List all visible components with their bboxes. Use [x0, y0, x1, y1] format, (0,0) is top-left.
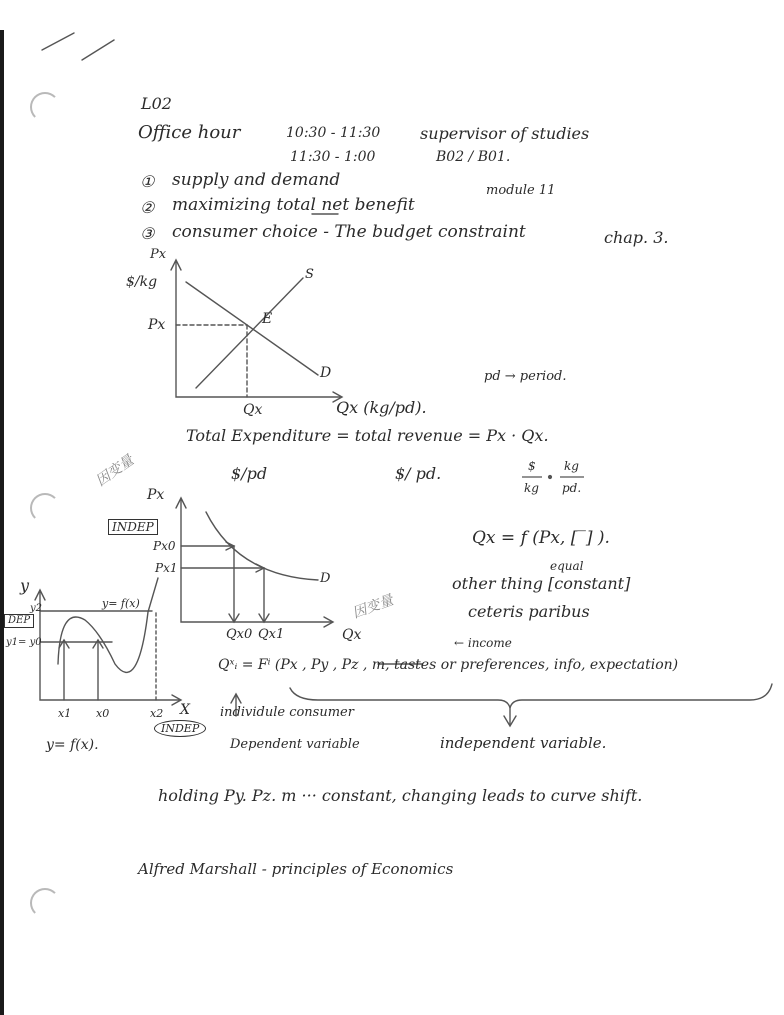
graph3-dep-label: DEP	[4, 614, 34, 628]
ceteris-paribus-note: ceteris paribus	[468, 602, 590, 621]
fraction2-numerator: kg	[564, 459, 579, 473]
expenditure-unit-mid: $/ pd.	[395, 464, 442, 483]
supervisor-note: supervisor of studies	[420, 124, 590, 143]
graph3-y2-tick: y2	[30, 603, 43, 614]
dependent-variable-note: Dependent variable	[230, 737, 360, 752]
graph1-y-unit: $/kg	[126, 274, 158, 290]
office-time-1: 10:30 - 11:30	[286, 125, 381, 141]
income-note: ← income	[454, 636, 512, 650]
graph2-y-label: Px	[147, 487, 165, 503]
fraction1-numerator: $	[528, 459, 536, 473]
holding-note: holding Py. Pz. m ··· constant, changing leads to curve shift.	[158, 786, 643, 805]
graph3-formula: y= f(x).	[46, 737, 99, 753]
topic-3: consumer choice - The budget constraint	[172, 222, 526, 242]
graph2-x-label: Qx	[342, 627, 362, 643]
graph3-curve-label: y= f(x)	[102, 597, 140, 610]
office-hour-label: Office hour	[138, 122, 241, 143]
reference-note: Alfred Marshall - principles of Economics	[138, 860, 454, 878]
graph1-demand-label: D	[320, 365, 332, 381]
expenditure-unit-left: $/pd	[231, 464, 268, 483]
chinese-note-dependent: 因变量	[93, 452, 137, 490]
graph1-qty-tick: Qx	[243, 402, 263, 418]
chapter-note: chap. 3.	[604, 228, 669, 247]
module-note: module 11	[486, 183, 556, 198]
graph2-indep-box: INDEP	[108, 519, 158, 535]
graph1-supply-label: S	[305, 267, 314, 282]
other-things-note: other thing [constant]	[452, 574, 631, 593]
graph1-price-tick: Px	[148, 317, 166, 333]
topic-1: supply and demand	[172, 170, 341, 190]
expenditure-equation: Total Expenditure = total revenue = Px · Qx.	[186, 426, 549, 445]
graph3-x1-tick: x1	[58, 707, 72, 720]
graph1-equilibrium-label: E	[262, 311, 273, 327]
topic-number-1: ①	[140, 172, 155, 191]
independent-variable-note: independent variable.	[440, 734, 607, 752]
graph2-qty-1: Qx1	[258, 627, 285, 642]
topic-number-2: ②	[140, 198, 155, 217]
topic-number-3: ③	[140, 224, 155, 243]
lecture-number: L02	[141, 94, 172, 113]
graph2-demand-label: D	[320, 571, 331, 586]
fraction2-denominator: pd.	[562, 481, 582, 495]
room-numbers: B02 / B01.	[436, 149, 511, 165]
graph3-y-axis-label: y	[20, 576, 30, 595]
graph1-y-label: Px	[150, 247, 167, 262]
graph3-x0-tick: x0	[96, 707, 110, 720]
multiply-dot	[549, 476, 552, 479]
individual-consumer-note: individule consumer	[220, 705, 354, 720]
graph3-indep-oval: INDEP	[154, 720, 206, 737]
demand-function: Qx = f (Px, [‾] ).	[472, 528, 610, 548]
graph2-price-high: Px0	[153, 539, 176, 553]
chinese-note-dependent-2: 因变量	[350, 592, 396, 622]
graph3-x2-tick: x2	[150, 707, 164, 720]
graph1-x-label: Qx (kg/pd).	[336, 398, 427, 417]
equal-note: equal	[550, 559, 584, 573]
individual-demand-function: Qˣᵢ = Fⁱ (Px , Py , Pz , m, tastes or preferences, info, expectation)	[218, 657, 679, 673]
topic-2: maximizing total net benefit	[172, 195, 415, 215]
fraction1-denominator: kg	[524, 481, 539, 495]
graph2-price-low: Px1	[155, 561, 178, 575]
graph2-qty-0: Qx0	[226, 627, 253, 642]
period-note: pd → period.	[484, 369, 567, 384]
office-time-2: 11:30 - 1:00	[290, 149, 376, 165]
graph3-y0-tick: y1= y0	[6, 637, 42, 648]
graph3-x-axis-label: X	[180, 702, 190, 718]
